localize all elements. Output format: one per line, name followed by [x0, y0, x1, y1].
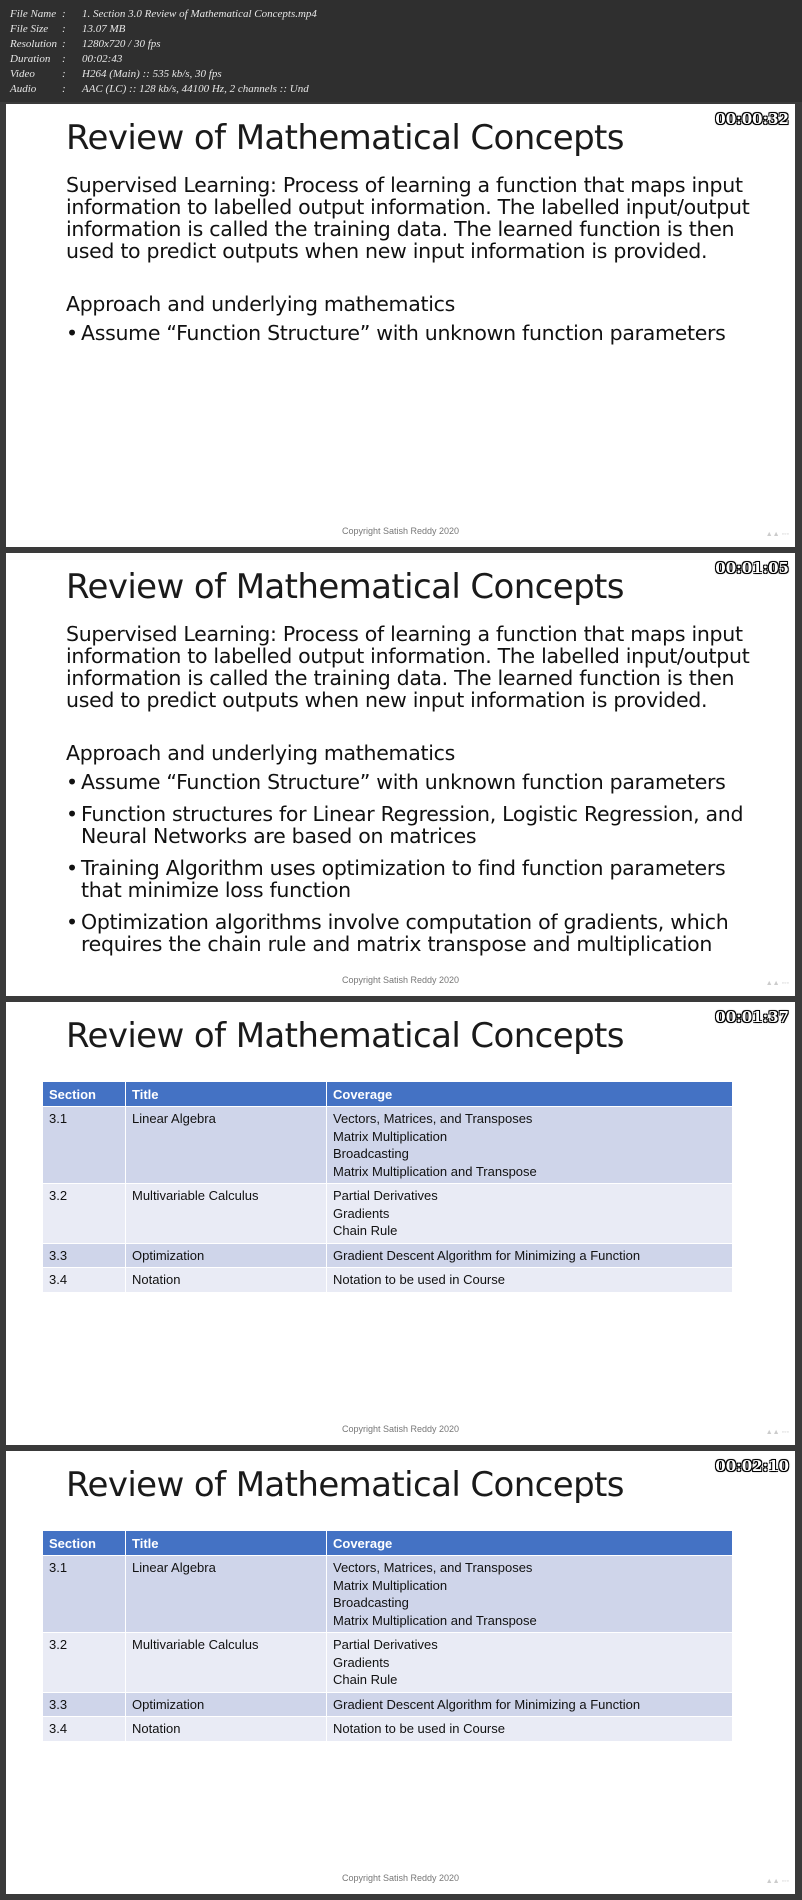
coverage-line: Matrix Multiplication and Transpose [333, 1163, 537, 1179]
meta-value: 1. Section 3.0 Review of Mathematical Concepts.mp4 [82, 8, 317, 20]
table-row [43, 1107, 733, 1184]
meta-separator: : [62, 68, 66, 80]
coverage-line: Chain Rule [333, 1223, 398, 1238]
bullet-item [66, 322, 766, 344]
bullet-text: Training Algorithm uses optimization to find function parameters that minimize loss function [81, 856, 726, 902]
table-header-row [43, 1082, 733, 1107]
audio-row [10, 82, 309, 97]
supervised-learning-text: Supervised Learning: Process of learning a function that maps input information to labelled output information. The labelled input/output information is called the training data. The learned function is then used to predict outputs when new input information is provided. [66, 622, 750, 712]
timestamp: 00:01:37 [715, 1008, 789, 1026]
meta-key: Duration [10, 53, 51, 65]
approach-heading: Approach and underlying mathematics [66, 741, 455, 765]
coverage-line: Matrix Multiplication and Transpose [333, 1612, 537, 1628]
copyright: Copyright Satish Reddy 2020 [341, 975, 460, 985]
coverage-line: Partial Derivatives [333, 1637, 438, 1652]
bullet-list [66, 771, 766, 965]
meta-separator: : [62, 8, 66, 20]
duration-row [10, 52, 122, 67]
bullet-dot: • [66, 321, 78, 345]
table-row [43, 1717, 733, 1741]
copyright: Copyright Satish Reddy 2020 [341, 1873, 460, 1883]
thumbnail-frame-2[interactable] [6, 553, 795, 996]
bullet-dot: • [66, 910, 78, 934]
section-cell: 3.4 [43, 1717, 126, 1741]
coverage-cell [327, 1717, 733, 1741]
column-header: Section [43, 1082, 126, 1107]
coverage-line: Broadcasting [333, 1146, 409, 1161]
coverage-cell [327, 1692, 733, 1717]
meta-value: AAC (LC) :: 128 kb/s, 44100 Hz, 2 channels :: Und [82, 83, 309, 95]
coverage-cell [327, 1556, 733, 1633]
bullet-item [66, 771, 766, 793]
timestamp: 00:02:10 [715, 1457, 789, 1475]
bullet-text: Optimization algorithms involve computation of gradients, which requires the chain rule and matrix transpose and multiplication [81, 910, 729, 956]
column-header: Title [126, 1082, 327, 1107]
section-cell: 3.3 [43, 1692, 126, 1717]
thumbnail-frame-3[interactable] [6, 1002, 795, 1445]
bullet-item [66, 857, 766, 901]
coverage-cell [327, 1633, 733, 1693]
column-header: Coverage [327, 1082, 733, 1107]
coverage-line: Gradients [333, 1205, 390, 1221]
coverage-line: Partial Derivatives [333, 1188, 438, 1203]
slide-title: Review of Mathematical Concepts [66, 1016, 624, 1056]
meta-separator: : [62, 23, 66, 35]
coverage-line: Gradient Descent Algorithm for Minimizing a Function [333, 1696, 641, 1712]
supervised-learning-text: Supervised Learning: Process of learning a function that maps input information to labelled output information. The labelled input/output information is called the training data. The learned function is then used to predict outputs when new input information is provided. [66, 173, 750, 263]
meta-separator: : [62, 38, 66, 50]
table-row [43, 1692, 733, 1717]
table-row [43, 1243, 733, 1268]
section-cell: 3.1 [43, 1107, 126, 1184]
section-cell: 3.3 [43, 1243, 126, 1268]
meta-separator: : [62, 83, 66, 95]
column-header: Section [43, 1531, 126, 1556]
timestamp: 00:00:32 [715, 110, 789, 128]
coverage-line: Gradient Descent Algorithm for Minimizing a Function [333, 1247, 641, 1263]
timestamp: 00:01:05 [715, 559, 789, 577]
meta-value: 1280x720 / 30 fps [82, 38, 161, 50]
bullet-text: Assume “Function Structure” with unknown function parameters [81, 770, 726, 794]
table-row [43, 1184, 733, 1244]
table-header-row [43, 1531, 733, 1556]
slide-title: Review of Mathematical Concepts [66, 567, 624, 607]
thumbnail-frame-4[interactable] [6, 1451, 795, 1894]
coverage-line: Vectors, Matrices, and Transposes [333, 1111, 533, 1126]
title-cell: Optimization [126, 1243, 327, 1268]
title-cell: Linear Algebra [126, 1107, 327, 1184]
table-row [43, 1633, 733, 1693]
coverage-cell [327, 1107, 733, 1184]
bullet-item [66, 911, 766, 955]
bullet-dot: • [66, 770, 78, 794]
meta-key: Video [10, 68, 35, 80]
title-cell: Multivariable Calculus [126, 1184, 327, 1244]
file-info-header [0, 0, 802, 102]
bullet-text: Assume “Function Structure” with unknown function parameters [81, 321, 726, 345]
slide-title: Review of Mathematical Concepts [66, 118, 624, 158]
coverage-line: Gradients [333, 1654, 390, 1670]
coverage-line: Notation to be used in Course [333, 1721, 505, 1736]
coverage-table [43, 1531, 733, 1741]
title-cell: Optimization [126, 1692, 327, 1717]
meta-key: Audio [10, 83, 37, 95]
meta-key: File Size [10, 23, 49, 35]
meta-value: H264 (Main) :: 535 kb/s, 30 fps [82, 68, 222, 80]
title-cell: Multivariable Calculus [126, 1633, 327, 1693]
bullet-text: Function structures for Linear Regression, Logistic Regression, and Neural Networks are based on matrices [81, 802, 744, 848]
resolution-row [10, 37, 161, 52]
coverage-line: Matrix Multiplication [333, 1577, 448, 1593]
coverage-cell [327, 1268, 733, 1292]
meta-value: 00:02:43 [82, 53, 123, 65]
watermark-logo: ▲▲ ◦◦◦ [765, 1429, 789, 1436]
copyright: Copyright Satish Reddy 2020 [341, 1424, 460, 1434]
meta-key: Resolution [10, 38, 58, 50]
bullet-dot: • [66, 802, 78, 826]
slide-title: Review of Mathematical Concepts [66, 1465, 624, 1505]
title-cell: Linear Algebra [126, 1556, 327, 1633]
coverage-cell [327, 1184, 733, 1244]
meta-key: File Name [10, 8, 57, 20]
watermark-logo: ▲▲ ◦◦◦ [765, 531, 789, 538]
coverage-table [43, 1082, 733, 1292]
section-cell: 3.1 [43, 1556, 126, 1633]
coverage-line: Matrix Multiplication [333, 1128, 448, 1144]
bullet-item [66, 803, 766, 847]
column-header: Coverage [327, 1531, 733, 1556]
watermark-logo: ▲▲ ◦◦◦ [765, 980, 789, 987]
coverage-line: Notation to be used in Course [333, 1272, 505, 1287]
meta-separator: : [62, 53, 66, 65]
section-cell: 3.2 [43, 1633, 126, 1693]
thumbnail-frame-1[interactable] [6, 104, 795, 547]
coverage-cell [327, 1243, 733, 1268]
bullet-dot: • [66, 856, 78, 880]
table-row [43, 1556, 733, 1633]
section-cell: 3.4 [43, 1268, 126, 1292]
watermark-logo: ▲▲ ◦◦◦ [765, 1878, 789, 1885]
copyright: Copyright Satish Reddy 2020 [341, 526, 460, 536]
file-name-row [10, 7, 317, 22]
column-header: Title [126, 1531, 327, 1556]
title-cell: Notation [126, 1717, 327, 1741]
section-cell: 3.2 [43, 1184, 126, 1244]
coverage-line: Chain Rule [333, 1672, 398, 1687]
approach-heading: Approach and underlying mathematics [66, 292, 455, 316]
coverage-line: Broadcasting [333, 1595, 409, 1610]
title-cell: Notation [126, 1268, 327, 1292]
coverage-line: Vectors, Matrices, and Transposes [333, 1560, 533, 1575]
video-row [10, 67, 222, 82]
table-row [43, 1268, 733, 1292]
bullet-list [66, 322, 766, 354]
file-size-row [10, 22, 125, 37]
meta-value: 13.07 MB [82, 23, 126, 35]
